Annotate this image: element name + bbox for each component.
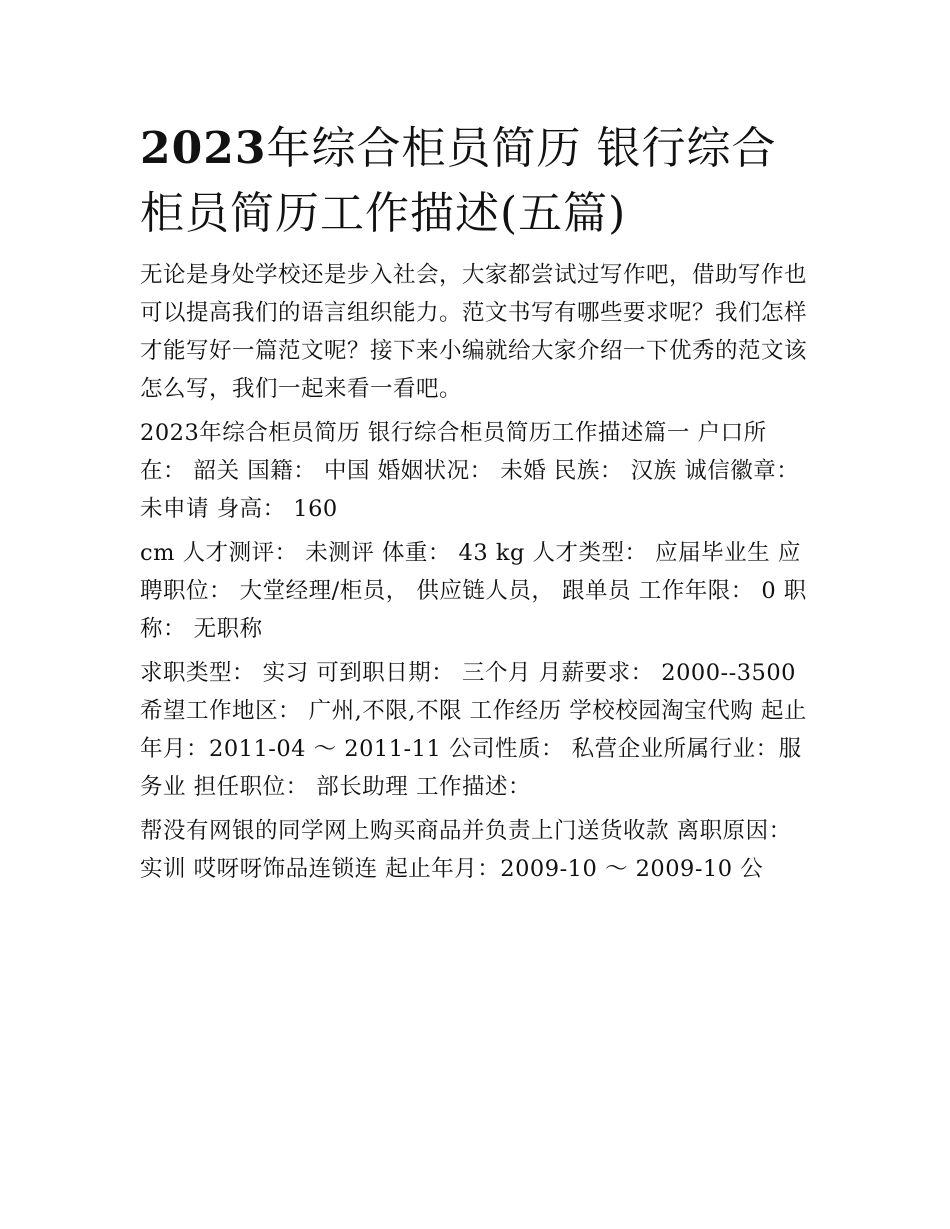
intro-paragraph: 无论是身处学校还是步入社会，大家都尝试过写作吧，借助写作也可以提高我们的语言组织能力。范文书写有哪些要求呢？我们怎样才能写好一篇范文呢？接下来小编就给大家介绍一下优秀的范文该怎么写，我们一起来看一看吧。 xyxy=(140,262,808,402)
body-paragraph: 求职类型： 实习 可到职日期： 三个月 月薪要求： 2000--3500 希望工作地区： 广州,不限,不限 工作经历 学校校园淘宝代购 起止年月：2011-04 ～ 2011-11 公司性质： 私营企业所属行业：服务业 担任职位： 部长助理 工作描述： xyxy=(140,660,807,800)
title-text: 年综合柜员简历 银行综合柜员简历工作描述(五篇) xyxy=(140,123,777,239)
body-paragraph: 2023年综合柜员简历 银行综合柜员简历工作描述篇一 户口所在： 韶关 国籍： 中国 婚姻状况： 未婚 民族： 汉族 诚信徽章： 未申请 身高： 160 xyxy=(140,420,800,522)
document-page xyxy=(140,116,812,894)
document-title xyxy=(140,116,812,246)
body-paragraph: cm 人才测评： 未测评 体重： 43 kg 人才类型： 应届毕业生 应聘职位： 大堂经理/柜员， 供应链人员， 跟单员 工作年限： 0 职称： 无职称 xyxy=(140,540,807,642)
title-year: 2023 xyxy=(140,123,267,174)
body-paragraph: 帮没有网银的同学网上购买商品并负责上门送货收款 离职原因： 实训 哎呀呀饰品连锁连 起止年月：2009-10 ～ 2009-10 公 xyxy=(140,818,792,882)
